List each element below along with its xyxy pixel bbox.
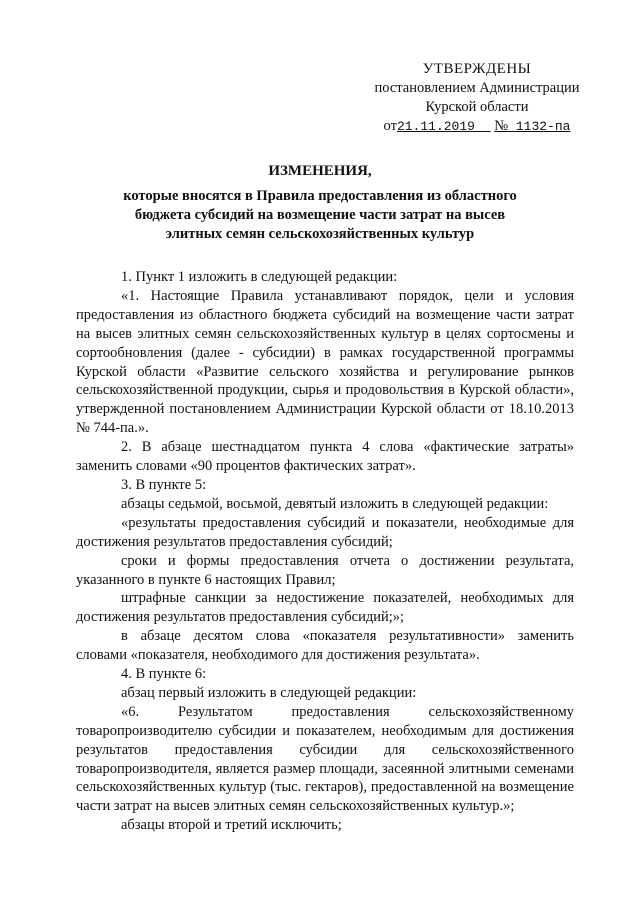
paragraph: сроки и формы предоставления отчета о достижении результата, указанного в пункте 6 настоящих Правил; <box>76 552 574 588</box>
paragraph: 3. В пункте 5: <box>121 476 207 493</box>
number-prefix: № <box>494 118 509 134</box>
paragraph: 2. В абзаце шестнадцатом пункта 4 слова «фактические затраты» заменить словами «90 процентов фактических затрат». <box>76 439 574 475</box>
document-title <box>90 162 550 244</box>
approval-date: 21.11.2019 <box>396 119 475 134</box>
paragraph: 4. В пункте 6: <box>121 666 207 683</box>
approval-stamp <box>362 60 592 136</box>
approval-date-number <box>362 117 592 136</box>
paragraph: абзац первый изложить в следующей редакции: <box>121 684 417 701</box>
paragraph: в абзаце десятом слова «показателя результативности» заменить словами «показателя, необходимого для достижения результата». <box>76 628 574 664</box>
paragraph: абзацы второй и третий исключить; <box>121 817 342 834</box>
title-line-1: которые вносятся в Правила предоставления из областного <box>123 188 517 204</box>
date-prefix: от <box>383 118 397 134</box>
approval-line-1: постановлением Администрации <box>374 80 580 96</box>
paragraph: абзацы седьмой, восьмой, девятый изложить в следующей редакции: <box>121 495 549 512</box>
paragraph: штрафные санкции за недостижение показателей, необходимых для достижения результатов предоставления субсидий;»; <box>76 590 574 626</box>
title-heading: ИЗМЕНЕНИЯ, <box>268 163 372 179</box>
approval-heading: УТВЕРЖДЕНЫ <box>422 61 532 77</box>
paragraph: «6. Результатом предоставления сельскохозяйственному товаропроизводителю субсидии и показателем, необходимым для достижения результатов предоставления субсидии для сельскохозяйственного товаропроизводителя, является размер площади, засеянной элитными семенами сельскохозяйственных культур (тыс. гектаров), предоставленной на возмещение части затрат на высев элитных семян сельскохозяйственных культур.»; <box>76 703 574 815</box>
paragraph: «1. Настоящие Правила устанавливают порядок, цели и условия предоставления из областного бюджета субсидий на возмещение части затрат на высев элитных семян сельскохозяйственных культур в целях сортосмены и сортообновления (далее - субсидии) в рамках государственной программы Курской области «Развитие сельского хозяйства и регулирование рынков сельскохозяйственной продукции, сырья и продовольствия в Курской области», утвержденной постановлением Администрации Курской области от 18.10.2013 № 744-па.». <box>76 287 574 437</box>
paragraph: «результаты предоставления субсидий и показатели, необходимые для достижения результатов предоставления субсидий; <box>76 514 574 550</box>
paragraph: 1. Пункт 1 изложить в следующей редакции: <box>121 269 398 285</box>
document-body <box>76 268 574 835</box>
title-line-2: бюджета субсидий на возмещение части затрат на высев <box>134 207 506 223</box>
title-line-3: элитных семян сельскохозяйственных культур <box>165 226 475 242</box>
approval-line-2: Курской области <box>425 99 529 115</box>
approval-number: 1132-па <box>515 119 571 134</box>
